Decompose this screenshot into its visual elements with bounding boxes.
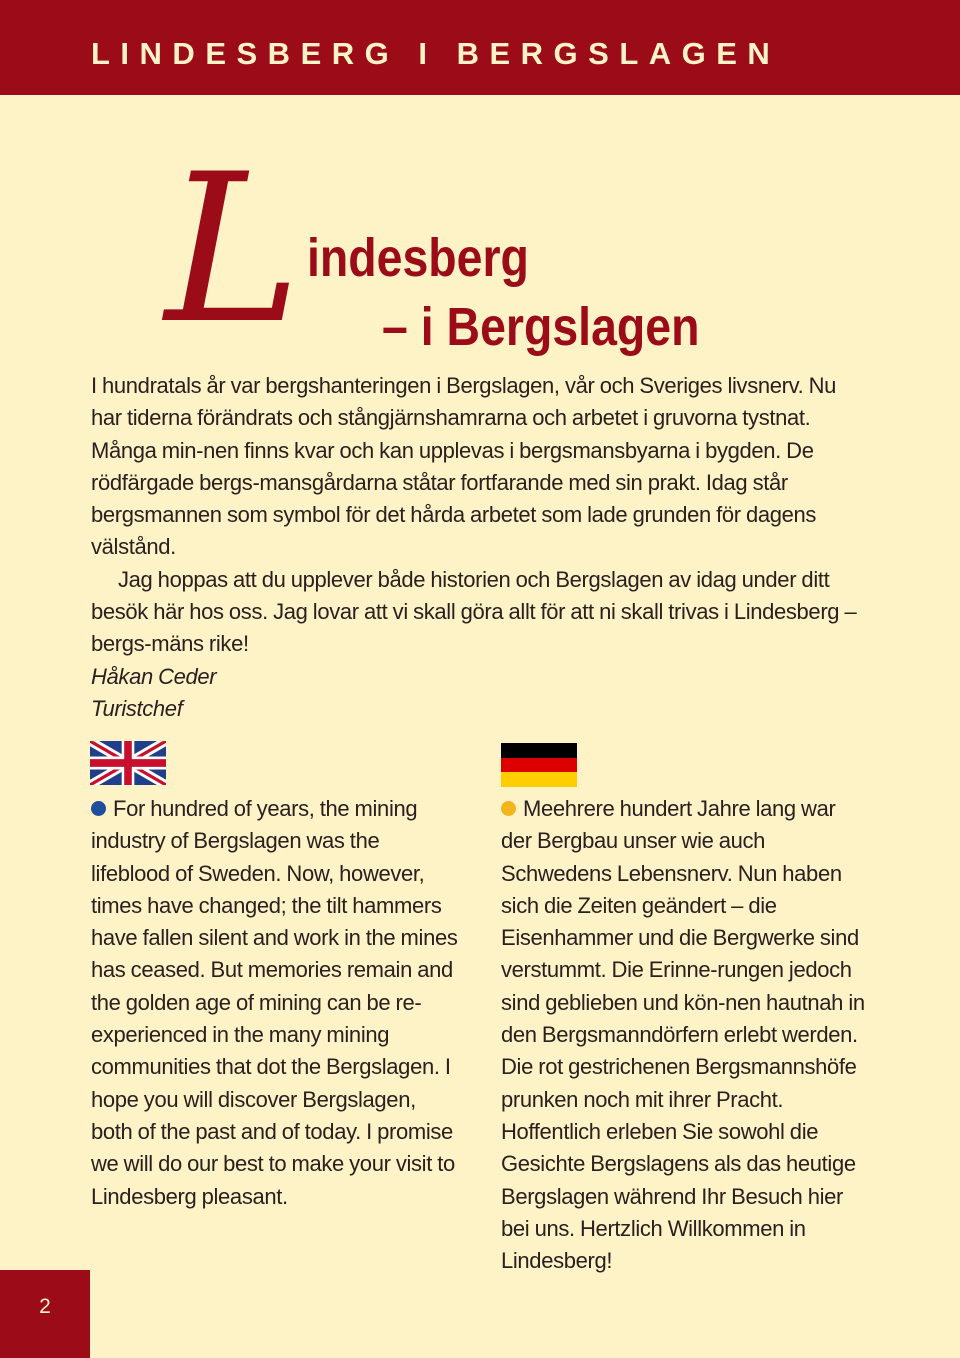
signature-title: Turistchef	[91, 695, 183, 721]
blue-bullet-icon	[91, 801, 106, 816]
page-title-line1: indesberg	[307, 228, 529, 288]
header-title: LINDESBERG I BERGSLAGEN	[91, 36, 781, 71]
english-column	[91, 793, 461, 1213]
uk-flag-icon	[90, 741, 166, 785]
header-bar	[0, 0, 960, 95]
german-text-block	[501, 793, 871, 1277]
german-column	[501, 793, 871, 1277]
german-text: Meehrere hundert Jahre lang war der Bergbau unser wie auch Schwedens Lebensnerv. Nun haben sich die Zeiten geändert – die Eisenhammer und die Bergwerke sind verstummt. Die Erinne-rungen jedoch sind geblieben und kön-nen hautnah in den Bergsmanndörfern erlebt werden. Die rot gestrichenen Bergsmannshöfe prunken noch mit ihrer Pracht. Hoffentlich erleben Sie sowohl die Gesichte Bergslagens als das heutige Bergslagen während Ihr Besuch hier bei uns. Hertzlich Willkommen in Lindesberg!	[501, 796, 865, 1274]
swedish-intro	[91, 370, 871, 725]
page-number: 2	[39, 1295, 51, 1318]
intro-paragraph-1: I hundratals år var bergshanteringen i Bergslagen, vår och Sveriges livsnerv. Nu har tiderna förändrats och stångjärnshamrarna och arbetet i gruvorna tystnat. Många min-nen finns kvar och kan upplevas i bergsmansbyarna i bygden. De rödfärgade bergs-mansgårdarna ståtar fortfarande med sin prakt. Idag står bergsmannen som symbol för det hårda arbetet som lade grunden för dagens välstånd.	[91, 373, 837, 560]
english-text: For hundred of years, the mining industry of Bergslagen was the lifeblood of Sweden. Now, however, times have changed; the tilt hammers have fallen silent and work in the mines has ceased. But memories remain and the golden age of mining can be re-experienced in the many mining communities that dot the Bergslagen. I hope you will discover Bergslagen, both of the past and of today. I promise we will do our best to make your visit to Lindesberg pleasant.	[91, 796, 458, 1209]
yellow-bullet-icon	[501, 801, 516, 816]
drop-cap-letter: L	[165, 131, 302, 369]
german-flag-icon	[501, 743, 577, 787]
intro-paragraph-2: Jag hoppas att du upplever både historien och Bergslagen av idag under ditt besök här hos oss. Jag lovar att vi skall göra allt för att ni skall trivas i Lindesberg – bergs-mäns rike!	[91, 566, 857, 657]
english-text-block	[91, 793, 461, 1213]
signature-name: Håkan Ceder	[91, 663, 217, 689]
page-title-line2: – i Bergslagen	[382, 297, 700, 357]
